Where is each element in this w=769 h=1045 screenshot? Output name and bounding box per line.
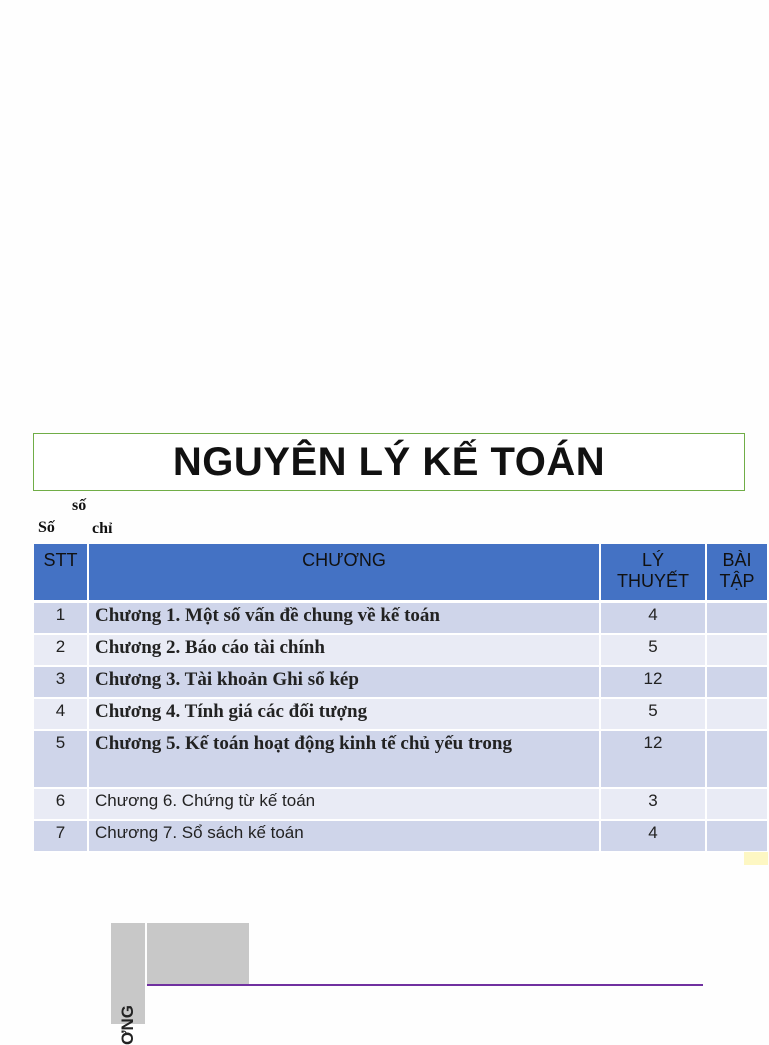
header-ly-thuyet: LÝ THUYẾT — [600, 544, 706, 602]
purple-divider-line — [147, 984, 703, 986]
document-title: NGUYÊN LÝ KẾ TOÁN — [172, 439, 606, 484]
cell-chuong: Chương 2. Báo cáo tài chính — [88, 634, 600, 666]
cell-chuong: Chương 3. Tài khoản Ghi sổ kép — [88, 666, 600, 698]
header-chuong: CHƯƠNG — [88, 544, 600, 602]
cell-stt: 3 — [34, 666, 88, 698]
table-row — [34, 602, 768, 635]
header-bai-tap: BÀI TẬP — [706, 544, 768, 602]
text-fragment-so-left: Số — [38, 519, 55, 536]
vertical-label-container — [114, 985, 142, 1045]
cell-stt: 2 — [34, 634, 88, 666]
cell-stt: 5 — [34, 730, 88, 788]
cell-ly-thuyet: 4 — [600, 602, 706, 635]
table-row — [34, 820, 768, 852]
cell-bai-tap — [706, 602, 768, 635]
table-row — [34, 788, 768, 820]
cell-bai-tap — [706, 698, 768, 730]
cell-ly-thuyet: 4 — [600, 820, 706, 852]
vertical-label-text: ƠNG — [118, 1004, 137, 1045]
cell-ly-thuyet: 12 — [600, 666, 706, 698]
cell-chuong: Chương 6. Chứng từ kế toán — [88, 788, 600, 820]
header-stt: STT — [34, 544, 88, 602]
cell-ly-thuyet: 5 — [600, 634, 706, 666]
gray-header-block — [147, 923, 249, 985]
cell-chuong: Chương 5. Kế toán hoạt động kinh tế chủ yếu trong — [88, 730, 600, 788]
table-header-row — [34, 544, 768, 602]
text-fragment-so-top: số — [72, 497, 87, 514]
cell-ly-thuyet: 3 — [600, 788, 706, 820]
cell-ly-thuyet: 5 — [600, 698, 706, 730]
cell-stt: 6 — [34, 788, 88, 820]
cell-bai-tap — [706, 666, 768, 698]
table-row — [34, 698, 768, 730]
table-row — [34, 634, 768, 666]
text-fragment-chi: chỉ — [92, 520, 113, 537]
cell-bai-tap — [706, 730, 768, 788]
cell-stt: 7 — [34, 820, 88, 852]
cell-stt: 1 — [34, 602, 88, 635]
cell-bai-tap — [706, 788, 768, 820]
table-row — [34, 730, 768, 788]
table-row — [34, 666, 768, 698]
cell-bai-tap — [706, 820, 768, 852]
document-title-box — [33, 433, 745, 491]
cell-stt: 4 — [34, 698, 88, 730]
yellow-highlight-block — [744, 852, 768, 865]
chapter-table — [34, 544, 769, 853]
cell-chuong: Chương 1. Một số vấn đề chung về kế toán — [88, 602, 600, 635]
cell-chuong: Chương 7. Sổ sách kế toán — [88, 820, 600, 852]
cell-bai-tap — [706, 634, 768, 666]
cell-chuong: Chương 4. Tính giá các đối tượng — [88, 698, 600, 730]
cell-ly-thuyet: 12 — [600, 730, 706, 788]
